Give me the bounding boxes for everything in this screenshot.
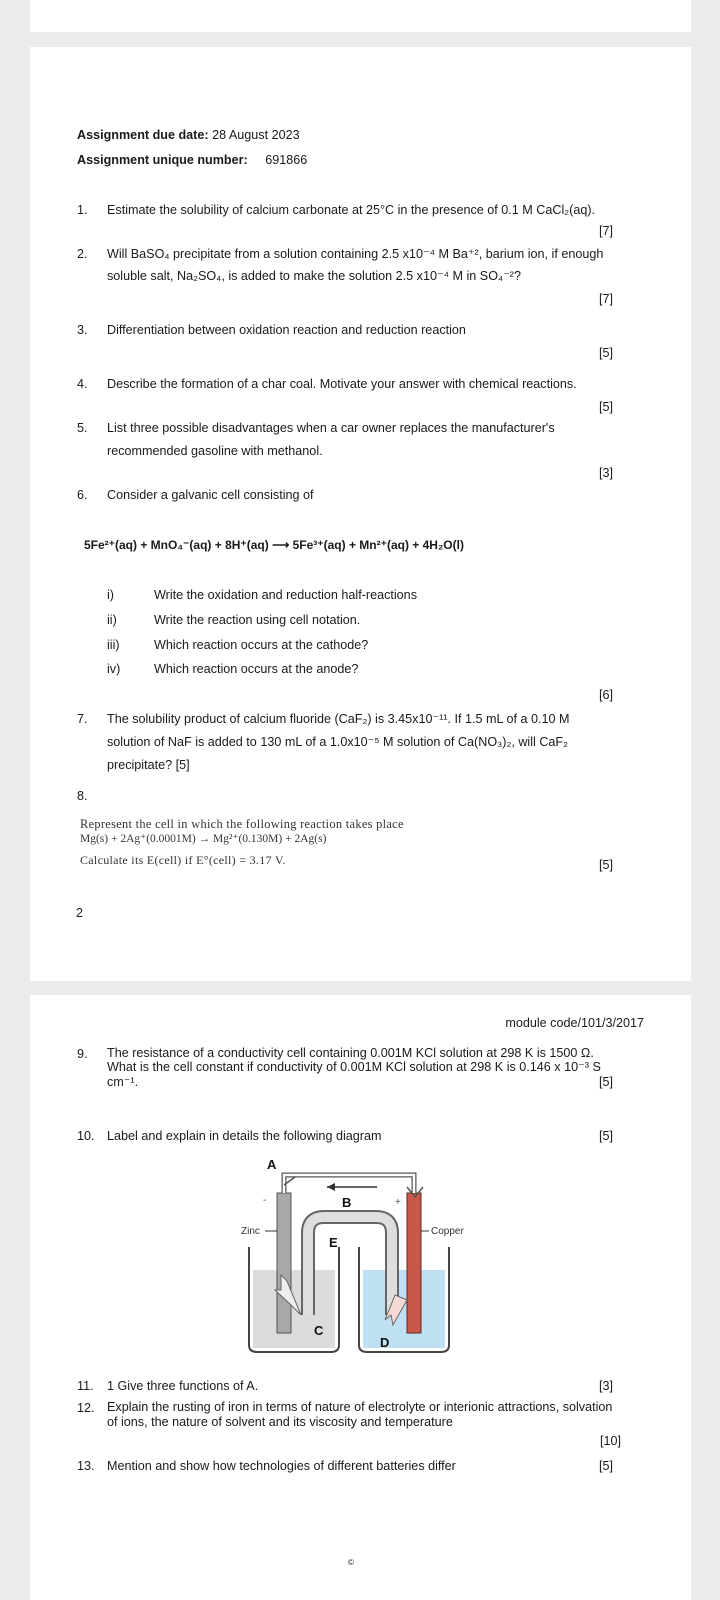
question-4-marks: [5] — [598, 400, 613, 414]
diagram-label-d: D — [380, 1335, 390, 1350]
question-number: 1. — [77, 203, 88, 217]
diagram-plus: + — [395, 1197, 401, 1208]
q6-part-text: Write the reaction using cell notation. — [154, 613, 361, 627]
diagram-label-e: E — [329, 1235, 338, 1250]
question-5-line-2: recommended gasoline with methanol. — [107, 444, 323, 458]
question-8-line-2: Mg(s) + 2Ag⁺(0.0001M) → Mg²⁺(0.130M) + 2Ag(s) — [80, 833, 327, 845]
question-7-line-2: solution of NaF is added to 130 mL of a 1.0x10⁻⁵ M solution of Ca(NO₃)₂, will CaF₂ — [107, 735, 568, 749]
footer-symbol: © — [348, 1558, 354, 1567]
question-number: 5. — [77, 421, 88, 435]
redox-equation: 5Fe²⁺(aq) + MnO₄⁻(aq) + 8H⁺(aq) ⟶ 5Fe³⁺(aq) + Mn²⁺(aq) + 4H₂O(l) — [84, 538, 464, 552]
question-11-text: 1 Give three functions of A. — [107, 1379, 259, 1393]
due-date-line — [77, 127, 300, 143]
diagram-label-zinc: Zinc — [241, 1226, 260, 1237]
q6-part-text: Which reaction occurs at the cathode? — [154, 638, 369, 652]
question-7-line-1: The solubility product of calcium fluoride (CaF₂) is 3.45x10⁻¹¹. If 1.5 mL of a 0.10 M — [107, 712, 570, 726]
question-number: 10. — [77, 1129, 95, 1143]
diagram-label-b: B — [342, 1195, 352, 1210]
unique-number-value: 691866 — [265, 153, 308, 167]
assignment-page-3 — [30, 995, 691, 1600]
question-12-line-1: Explain the rusting of iron in terms of nature of electrolyte or interionic attractions, solvation — [107, 1400, 613, 1414]
question-13-marks: [5] — [598, 1459, 613, 1473]
question-number: 3. — [77, 323, 88, 337]
diagram-label-a: A — [267, 1157, 277, 1172]
due-date-value: 28 August 2023 — [212, 128, 300, 142]
question-10-marks: [5] — [598, 1129, 613, 1143]
external-wire — [284, 1175, 423, 1197]
question-11-marks: [3] — [598, 1379, 613, 1393]
q6-part-label: iii) — [107, 638, 120, 652]
previous-page-fragment — [30, 0, 691, 32]
question-1-marks: [7] — [598, 224, 613, 238]
question-number: 7. — [77, 712, 88, 726]
question-8-marks: [5] — [598, 858, 613, 872]
assignment-page-2 — [30, 47, 691, 981]
question-number: 9. — [77, 1047, 88, 1061]
question-4-text: Describe the formation of a char coal. Motivate your answer with chemical reactions. — [107, 377, 577, 391]
question-2-line-2: soluble salt, Na₂SO₄, is added to make the solution 2.5 x10⁻⁴ M in SO₄⁻²? — [107, 269, 521, 283]
q6-part-text: Write the oxidation and reduction half-reactions — [154, 588, 417, 602]
q6-part-label: ii) — [107, 613, 117, 627]
electron-flow-arrow — [327, 1183, 377, 1191]
question-1-text: Estimate the solubility of calcium carbonate at 25°C in the presence of 0.1 M CaCl₂(aq). — [107, 203, 596, 217]
q6-part-label: iv) — [107, 662, 121, 676]
diagram-label-c: C — [314, 1323, 324, 1338]
galvanic-cell-diagram — [235, 1155, 475, 1365]
question-9-marks: [5] — [598, 1075, 613, 1089]
due-date-label: Assignment due date: — [77, 128, 209, 142]
question-12-marks: [10] — [599, 1434, 621, 1448]
question-7-line-3: precipitate? [5] — [107, 758, 190, 772]
question-9-line-3: cm⁻¹. — [107, 1075, 139, 1089]
question-number: 4. — [77, 377, 88, 391]
question-5-line-1: List three possible disadvantages when a car owner replaces the manufacturer's — [107, 421, 555, 435]
question-number: 6. — [77, 488, 88, 502]
question-6-text: Consider a galvanic cell consisting of — [107, 488, 314, 502]
question-2-marks: [7] — [598, 292, 613, 306]
unique-number-label: Assignment unique number: — [77, 153, 248, 167]
question-8-line-1: Represent the cell in which the following reaction takes place — [80, 817, 404, 831]
question-6-marks: [6] — [598, 688, 613, 702]
question-number: 13. — [77, 1459, 95, 1473]
zinc-electrode — [277, 1193, 291, 1333]
question-10-text: Label and explain in details the following diagram — [107, 1129, 382, 1143]
question-8-line-3: Calculate its E(cell) if E°(cell) = 3.17 V. — [80, 853, 286, 867]
question-3-marks: [5] — [598, 346, 613, 360]
copper-electrode — [407, 1193, 421, 1333]
question-13-text: Mention and show how technologies of different batteries differ — [107, 1459, 456, 1473]
question-number: 11. — [77, 1379, 94, 1393]
question-5-marks: [3] — [598, 466, 613, 480]
page-number: 2 — [76, 906, 84, 920]
question-9-line-2: What is the cell constant if conductivity of 0.001M KCl solution at 298 K is 0.146 x 10⁻³ S — [107, 1060, 601, 1074]
module-code: module code/101/3/2017 — [505, 1016, 644, 1030]
question-2-line-1: Will BaSO₄ precipitate from a solution containing 2.5 x10⁻⁴ M Ba⁺², barium ion, if enough — [107, 247, 604, 261]
q6-part-label: i) — [107, 588, 114, 602]
question-3-text: Differentiation between oxidation reaction and reduction reaction — [107, 323, 466, 337]
question-12-line-2: of ions, the nature of solvent and its viscosity and temperature — [107, 1415, 453, 1429]
question-9-line-1: The resistance of a conductivity cell containing 0.001M KCl solution at 298 K is 1500 Ω. — [107, 1046, 594, 1060]
unique-number-line — [77, 152, 307, 168]
diagram-minus: - — [263, 1195, 267, 1206]
q6-part-text: Which reaction occurs at the anode? — [154, 662, 359, 676]
question-number: 2. — [77, 247, 88, 261]
question-number: 12. — [77, 1401, 95, 1415]
question-number: 8. — [77, 789, 88, 803]
diagram-label-copper: Copper — [431, 1226, 464, 1237]
cut-off-text — [110, 0, 220, 2]
